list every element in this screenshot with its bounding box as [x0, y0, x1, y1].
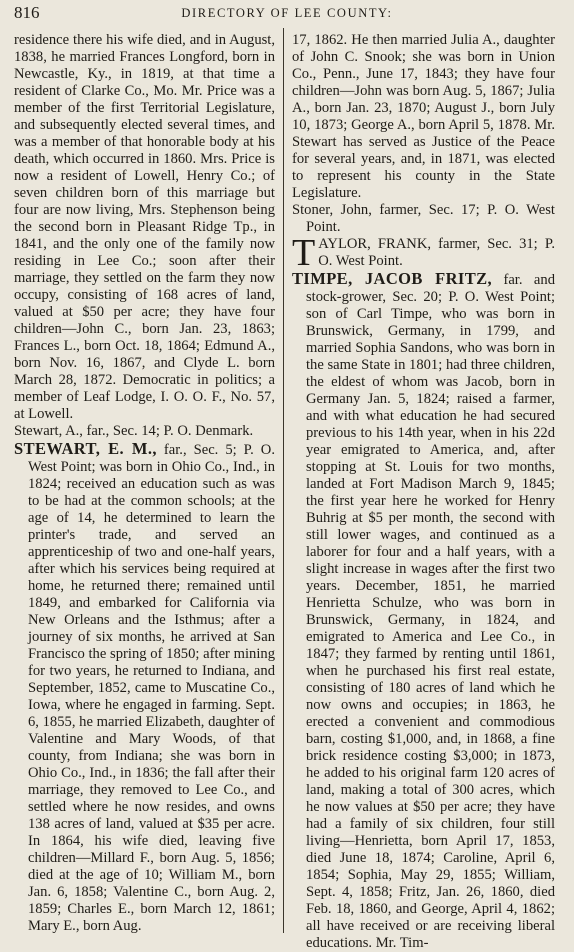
- page-header: [6, 0, 568, 26]
- timpe-name: TIMPE, JACOB FRITZ,: [292, 269, 493, 288]
- taylor-entry: [292, 232, 555, 274]
- stewart-em-entry: [14, 440, 275, 935]
- stewart-em-entry-continued: 17, 1862. He then married Julia A., daughter of John C. Snook; she was born in Union Co., Penn., June 17, 1843; they have four children—John was born Aug. 5, 1867; Julia A., born Jan. 23, 1870; August J., born July 10, 1873; George A., born April 5, 1878. Mr. Stewart has served as Justice of the Peace for several years, and, in 1871, was elected to represent his county in the State Legislature.: [292, 32, 555, 201]
- timpe-entry: [292, 270, 555, 952]
- price-entry-continued: residence there his wife died, and in August, 1838, he married Frances Longford, born in Newcastle, Ky., in 1819, at that time a resident of Clarke Co., Mo. Mr. Price was a member of the first Territorial Legislature, and subsequently elected several times, and was a member of that honorable body at his death, which occurred in 1860. Mrs. Price is now a resident of Lowell, Henry Co.; of seven children born of this marriage but four are now living, Mrs. Stephenson being the second born in Pleasant Ridge Tp., in 1841, and the only one of the family now residing in Lee Co.; soon after their marriage, they settled on the farm they now occupy, consisting of 168 acres of land, valued at $50 per acre; they have four children—John C., born Jan. 23, 1863; Frances L., born Oct. 18, 1864; Edmund A., born Nov. 16, 1867, and Clyde L. born March 28, 1872. Democratic in politics; a member of Leaf Lodge, I. O. O. F., No. 57, at Lowell.: [14, 32, 275, 422]
- stewart-em-text: far., Sec. 5; P. O. West Point; was born in Ohio Co., Ind., in 1824; received an education such as was to be had at the common schools; at the age of 14, he determined to learn the printer's trade, and served an apprenticeship of two and one-half years, after which his services being required at home, he returned there; remained until 1849, and embarked for California via New Orleans and the Isthmus; after a journey of six months, he arrived at San Francisco the spring of 1850; after mining for two years, he returned to Indiana, and September, 1852, came to Muscatine Co., Iowa, where he engaged in farming. Sept. 6, 1855, he married Elizabeth, daughter of Valentine and Mary Woods, of that county, from Indiana; she was born in Ohio Co., Ind., in 1836; the fall after their marriage, they removed to Lee Co., and settled where he now resides, and owns 138 acres of land, valued at $35 per acre. In 1864, his wife died, leaving five children—Millard F., born Aug. 5, 1856; died at the age of 10; William M., born Jan. 6, 1858; Valentine C., born Aug. 2, 1859; Charles E., born March 12, 1861; Mary E., born Aug.: [28, 442, 275, 934]
- stoner-entry: Stoner, John, farmer, Sec. 17; P. O. West Point.: [292, 202, 555, 235]
- page-number: 816: [14, 3, 40, 22]
- right-column: [284, 26, 561, 951]
- taylor-text: AYLOR, FRANK, farmer, Sec. 31; P. O. West Point.: [318, 236, 555, 269]
- stewart-em-name: STEWART, E. M.,: [14, 439, 157, 458]
- running-head: DIRECTORY OF LEE COUNTY:: [181, 6, 393, 20]
- timpe-text: far. and stock-grower, Sec. 20; P. O. West Point; son of Carl Timpe, who was born in Brunswick, Germany, in 1799, and married Sophia Sandons, who was born in the same State in 1801; had three children, the eldest of whom was Jacob, born in Germany Jan. 5, 1824; raised a farmer, and with what education he had secured previous to his 14th year, when in his 22d year emigrated to America, and, after stopping at St. Louis for two months, landed at Fort Madison March 9, 1845; the first year here he worked for Henry Buhrig at $5 per month, the second with still lower wages, and continued as a laborer for four and a half years, with a slight increase in wages after the first two years. December, 1851, he married Henrietta Schulze, who was born in Brunswick, Germany, in 1824, and emigrated to America and Lee Co., in 1847; they farmed by renting until 1861, when he purchased his first real estate, consisting of 180 acres of land which he now owns and occupies; in 1863, he erected a convenient and commodious barn, costing $1,000, and, in 1868, a fine brick residence costing $3,000; in 1873, he added to his original farm 120 acres of land, making a total of 300 acres, which he now values at $50 per acre; they have had a family of six children, four still living—Henrietta, born April 17, 1853, died June 18, 1874; Caroline, April 6, 1854; Sophia, May 29, 1855; William, Sept. 4, 1858; Fritz, Jan. 26, 1860, died Feb. 18, 1860, and George, April 4, 1862; all have received or are receiving liberal educations. Mr. Tim-: [306, 272, 555, 951]
- text-columns: [6, 26, 568, 951]
- left-column: [6, 26, 283, 938]
- taylor-drop-cap: T: [292, 232, 316, 274]
- stewart-a-entry: Stewart, A., far., Sec. 14; P. O. Denmark.: [14, 423, 254, 439]
